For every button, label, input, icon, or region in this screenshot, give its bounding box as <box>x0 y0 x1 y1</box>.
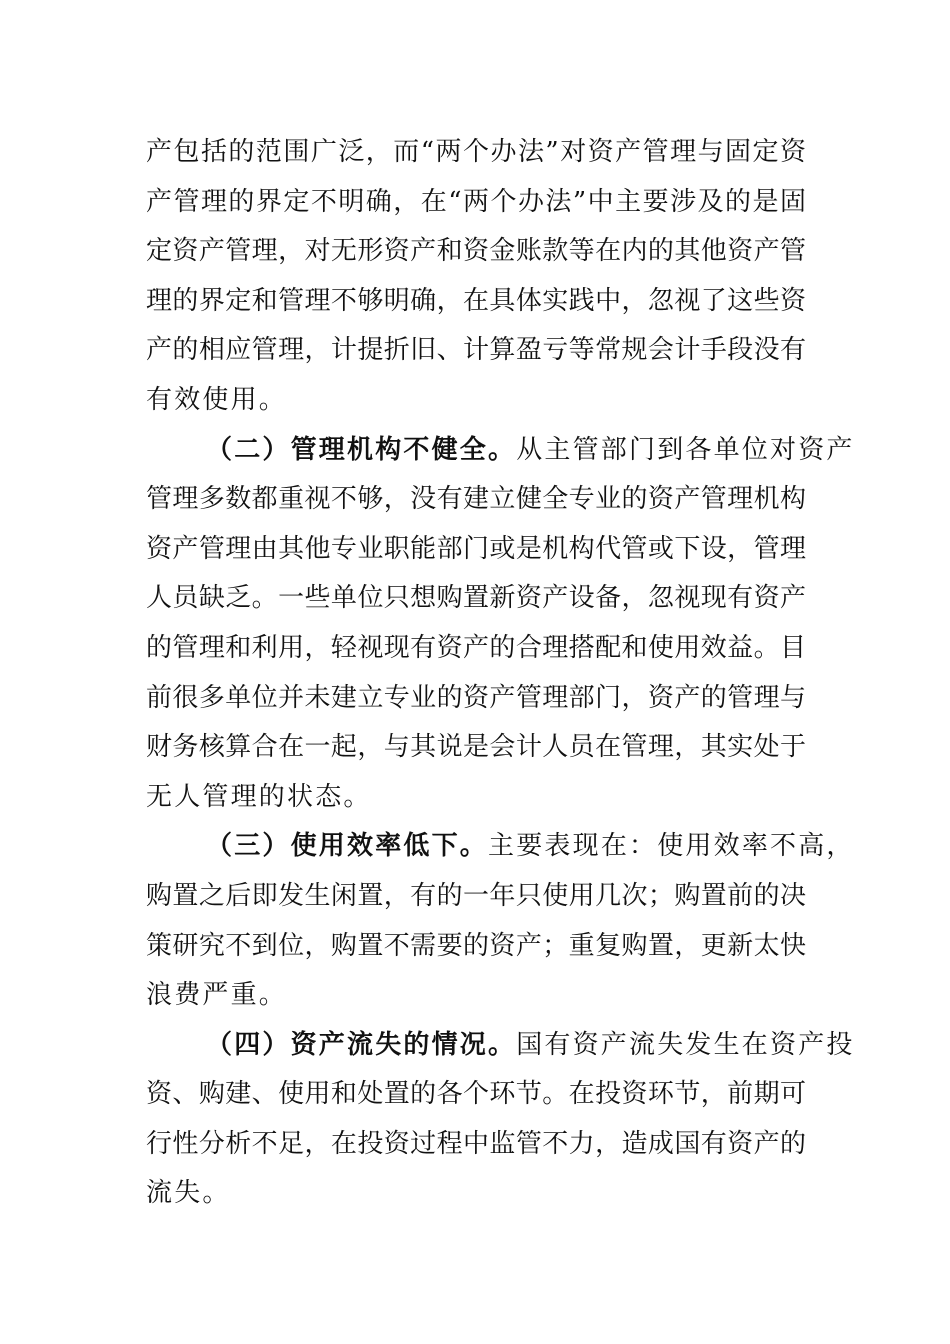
text-line: 产的相应管理，计提折旧、计算盈亏等常规会计手段没有 <box>146 335 806 366</box>
text-line: 产管理的界定不明确，在“两个办法”中主要涉及的是固 <box>146 186 806 217</box>
paragraph-asset-loss <box>146 1021 855 1219</box>
text-line: 无人管理的状态。 <box>146 781 372 812</box>
text-line: 资、购建、使用和处置的各个环节。在投资环节，前期可 <box>146 1079 806 1110</box>
text-line: 购置之后即发生闲置，有的一年只使用几次；购置前的决 <box>146 880 806 911</box>
text-line: 管理多数都重视不够，没有建立健全专业的资产管理机构 <box>146 484 806 515</box>
section-heading: （二）管理机构不健全。 <box>206 434 517 465</box>
text-line: 理的界定和管理不够明确，在具体实践中，忽视了这些资 <box>146 285 806 316</box>
text-line: 流失。 <box>146 1178 231 1209</box>
text-line: 浪费严重。 <box>146 980 288 1011</box>
text-line: 行性分析不足，在投资过程中监管不力，造成国有资产的 <box>146 1128 806 1159</box>
text-line: 定资产管理，对无形资产和资金账款等在内的其他资产管 <box>146 236 806 267</box>
paragraph-asset-scope <box>146 128 806 426</box>
text-line: 资产管理由其他专业职能部门或是机构代管或下设，管理 <box>146 533 806 564</box>
paragraph-first-line <box>146 1021 855 1071</box>
section-heading: （四）资产流失的情况。 <box>206 1029 517 1060</box>
paragraph-first-line <box>146 426 855 476</box>
text-run: 主要表现在：使用效率不高， <box>488 831 855 862</box>
paragraph-management-institution <box>146 426 855 823</box>
text-line: 人员缺乏。一些单位只想购置新资产设备，忽视现有资产 <box>146 583 806 614</box>
text-line: 的管理和利用，轻视现有资产的合理搭配和使用效益。目 <box>146 632 806 663</box>
document-body <box>146 128 855 1219</box>
paragraph-first-line <box>146 822 855 872</box>
text-line: 产包括的范围广泛，而“两个办法”对资产管理与固定资 <box>146 137 806 167</box>
paragraph-usage-efficiency <box>146 822 855 1020</box>
text-run: 国有资产流失发生在资产投 <box>516 1029 855 1060</box>
text-line: 前很多单位并未建立专业的资产管理部门，资产的管理与 <box>146 682 806 713</box>
text-line: 财务核算合在一起，与其说是会计人员在管理，其实处于 <box>146 732 806 763</box>
text-line: 有效使用。 <box>146 384 288 415</box>
text-run: 从主管部门到各单位对资产 <box>516 434 855 465</box>
text-line: 策研究不到位，购置不需要的资产；重复购置，更新太快 <box>146 930 806 961</box>
section-heading: （三）使用效率低下。 <box>206 831 489 862</box>
